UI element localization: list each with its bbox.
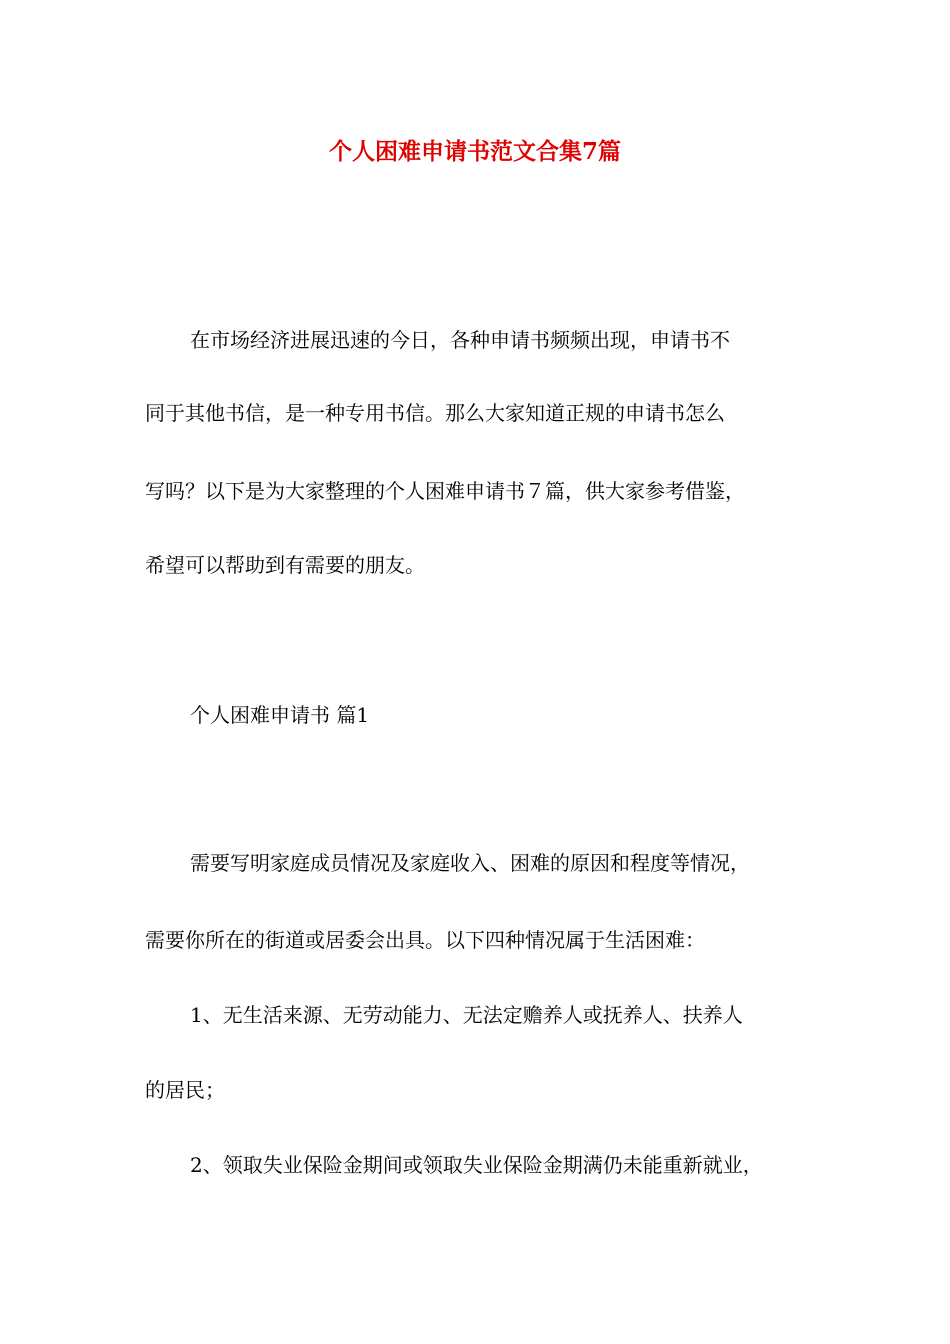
intro-line: 写吗？以下是为大家整理的个人困难申请书７篇，供大家参考借鉴，: [145, 479, 745, 503]
body-line: 2、领取失业保险金期间或领取失业保险金期满仍未能重新就业，: [190, 1153, 763, 1177]
intro-line: 希望可以帮助到有需要的朋友。: [145, 553, 425, 577]
body-line: 需要写明家庭成员情况及家庭收入、困难的原因和程度等情况，: [190, 851, 750, 875]
body-line: 1、无生活来源、无劳动能力、无法定赡养人或抚养人、扶养人: [190, 1003, 743, 1027]
intro-line: 在市场经济进展迅速的今日，各种申请书频频出现，申请书不: [190, 328, 730, 352]
body-line: 需要你所在的街道或居委会出具。以下四种情况属于生活困难：: [145, 928, 705, 952]
section-heading: 个人困难申请书 篇1: [190, 703, 370, 727]
intro-line: 同于其他书信，是一种专用书信。那么大家知道正规的申请书怎么: [145, 401, 725, 425]
body-line: 的居民；: [145, 1078, 225, 1102]
document-title: 个人困难申请书范文合集7篇: [328, 138, 621, 165]
